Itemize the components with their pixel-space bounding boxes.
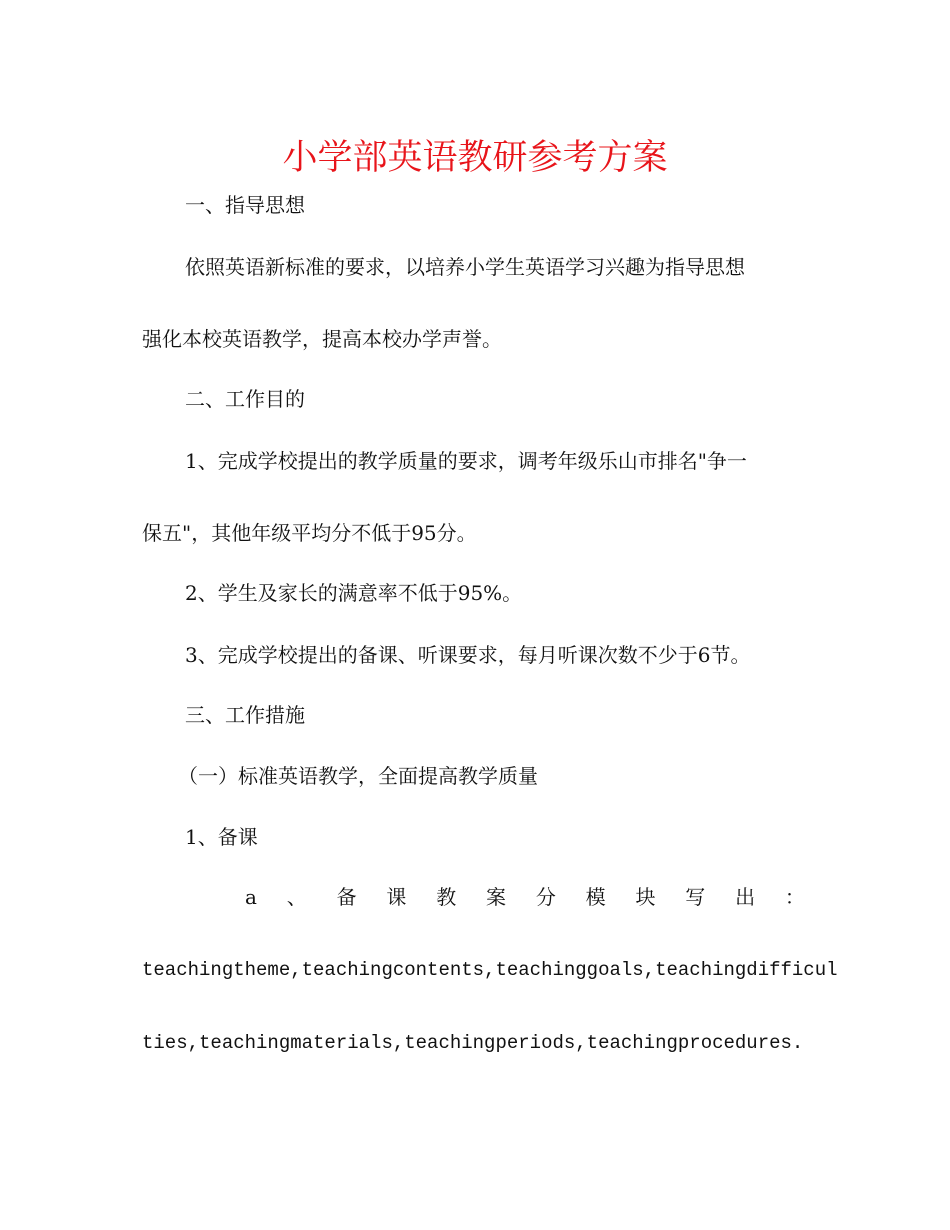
justified-char: 分	[535, 885, 556, 909]
list-item-lesson-prep-heading: 1、备课	[185, 825, 258, 849]
justified-char: 备	[336, 885, 357, 909]
lesson-prep-item-a-line-3: ties,teachingmaterials,teachingperiods,teachingprocedures.	[142, 1032, 804, 1054]
justified-char: 块	[635, 885, 656, 909]
justified-char: 出	[735, 885, 756, 909]
section-heading-guiding-thought: 一、指导思想	[185, 193, 305, 217]
subsection-heading-standard-teaching: （一）标准英语教学，全面提高教学质量	[178, 764, 538, 788]
document-title: 小学部英语教研参考方案	[282, 138, 668, 178]
section-heading-work-goals: 二、工作目的	[185, 387, 305, 411]
justified-char: 写	[685, 885, 706, 909]
paragraph-guiding-line-1: 依照英语新标准的要求，以培养小学生英语学习兴趣为指导思想	[185, 255, 745, 279]
section-heading-work-measures: 三、工作措施	[185, 703, 305, 727]
justified-char: 模	[585, 885, 606, 909]
lesson-prep-item-a-line-2: teachingtheme,teachingcontents,teachinggoals,teachingdifficul	[142, 959, 838, 981]
list-item-goal-2: 2、学生及家长的满意率不低于95%。	[185, 581, 523, 605]
justified-char: 案	[486, 885, 506, 909]
list-item-goal-3: 3、完成学校提出的备课、听课要求，每月听课次数不少于6节。	[185, 643, 751, 667]
lesson-prep-item-a-line-1	[245, 882, 805, 912]
list-item-goal-1-line-1: 1、完成学校提出的教学质量的要求，调考年级乐山市排名"争一	[185, 449, 747, 473]
justified-char: ：	[784, 885, 805, 909]
justified-char: a	[245, 885, 257, 909]
justified-char: 教	[436, 885, 457, 909]
list-item-goal-1-line-2: 保五"，其他年级平均分不低于95分。	[142, 521, 477, 545]
paragraph-guiding-line-2: 强化本校英语教学，提高本校办学声誉。	[142, 327, 502, 351]
justified-char: 课	[386, 885, 407, 909]
justified-char: 、	[286, 885, 307, 909]
